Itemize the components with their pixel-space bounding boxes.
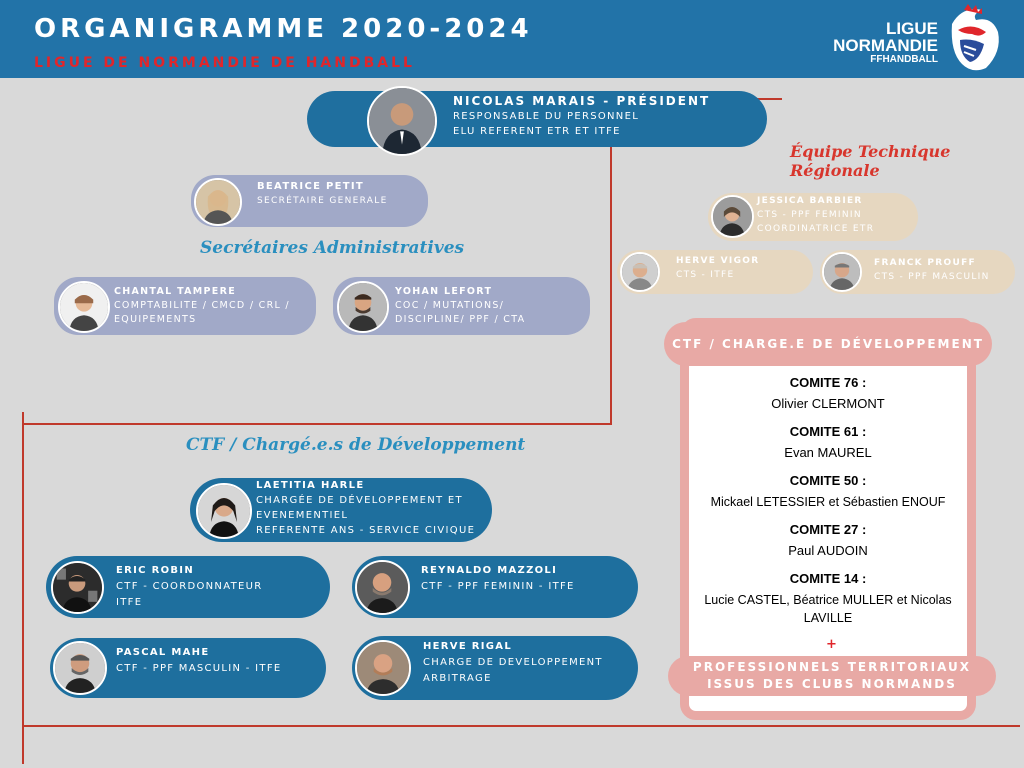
president-role1: RESPONSABLE DU PERSONNEL [453,111,640,122]
rooster-icon [942,4,1004,74]
section-secretaires: Secrétaires Administratives [200,238,465,258]
logo-line1: LIGUE [886,19,938,38]
etr-name: JESSICA BARBIER [757,196,863,206]
committee-title: COMITE 76 : [789,375,867,390]
ctf-avatar [53,641,107,695]
admin-role2: DISCIPLINE/ PPF / CTA [395,314,526,325]
president-avatar [367,86,437,156]
admin-role1: COC / MUTATIONS/ [395,300,505,311]
etr-avatar [620,252,660,292]
etr-role2: COORDINATRICE ETR [757,224,875,234]
committee-entry [680,472,976,511]
ctf-lead-role2: EVENEMENTIEL [256,510,349,521]
committees-footer [668,656,996,696]
committee-title: COMITE 61 : [789,424,867,439]
secretary-name: BEATRICE PETIT [257,181,365,192]
etr-role1: CTS - ITFE [676,270,735,280]
ctf-role2: ARBITRAGE [423,673,492,684]
committee-names: Mickael LETESSIER et Sébastien ENOUF [710,495,946,509]
president-name: NICOLAS MARAIS - PRÉSIDENT [453,94,711,108]
etr-avatar [711,195,754,238]
admin-name: YOHAN LEFORT [395,286,493,297]
logo-line3: FFHANDBALL [870,54,938,65]
footer-line1: PROFESSIONNELS TERRITORIAUX [692,660,972,674]
admin-avatar [58,281,110,333]
ctf-lead-role1: CHARGÉE DE DÉVELOPPEMENT ET [256,495,463,506]
frame-line-bottom [22,725,1020,727]
ctf-lead-role3: REFERENTE ANS - SERVICE CIVIQUE [256,525,476,536]
admin-name: CHANTAL TAMPERE [114,286,236,297]
ctf-name: REYNALDO MAZZOLI [421,565,558,576]
committee-entry [680,521,976,560]
frame-line-middle [22,423,612,425]
committee-entry [680,423,976,462]
committee-entry [680,374,976,413]
page-subtitle: LIGUE DE NORMANDIE DE HANDBALL [34,55,415,71]
footer-line2: ISSUS DES CLUBS NORMANDS [707,677,957,691]
secretary-avatar [194,178,242,226]
committee-title: COMITE 27 : [789,522,867,537]
secretary-role: SECRÉTAIRE GENERALE [257,196,388,206]
ctf-role1: CTF - COORDONNATEUR [116,581,263,592]
committee-names: Lucie CASTEL, Béatrice MULLER et Nicolas [704,593,952,607]
admin-role1: COMPTABILITE / CMCD / CRL / [114,300,290,311]
frame-line-left-vertical [22,412,24,764]
ctf-lead-name: LAETITIA HARLE [256,480,365,491]
committee-names-cont: LAVILLE [803,611,853,625]
ctf-avatar [51,561,104,614]
ctf-avatar [355,560,410,615]
etr-role1: CTS - PPF MASCULIN [874,272,990,282]
committees-header: CTF / CHARGE.E DE DÉVELOPPEMENT [664,322,992,366]
committee-names: Evan MAUREL [784,445,872,460]
etr-role1: CTS - PPF FEMININ [757,210,862,220]
admin-role2: EQUIPEMENTS [114,314,197,325]
section-ctf: CTF / Chargé.e.s de Développement [186,435,526,455]
section-etr: Équipe Technique Régionale [790,142,951,180]
committee-title: COMITE 14 : [789,571,867,586]
ctf-role2: ITFE [116,597,143,608]
admin-avatar [337,281,389,333]
committee-entry [680,570,976,627]
page-title: ORGANIGRAMME 2020-2024 [34,14,533,44]
etr-name: FRANCK PROUFF [874,258,976,268]
header-banner [0,0,1024,78]
ctf-role1: CTF - PPF FEMININ - ITFE [421,581,575,592]
ctf-role1: CHARGE DE DEVELOPPEMENT [423,657,603,668]
logo-line2: NORMANDIE [833,36,938,55]
committee-names: Paul AUDOIN [788,543,868,558]
ctf-lead-avatar [196,483,252,539]
ctf-name: PASCAL MAHE [116,647,210,658]
ctf-name: HERVE RIGAL [423,641,512,652]
ctf-role1: CTF - PPF MASCULIN - ITFE [116,663,282,674]
etr-avatar [822,252,862,292]
ctf-name: ERIC ROBIN [116,565,194,576]
committee-names: Olivier CLERMONT [771,396,885,411]
ctf-avatar [355,640,411,696]
plus-sign: + [826,637,837,652]
ligue-logo [820,4,1020,74]
etr-name: HERVE VIGOR [676,256,760,266]
president-role2: ELU REFERENT ETR ET ITFE [453,126,621,137]
committee-title: COMITE 50 : [789,473,867,488]
